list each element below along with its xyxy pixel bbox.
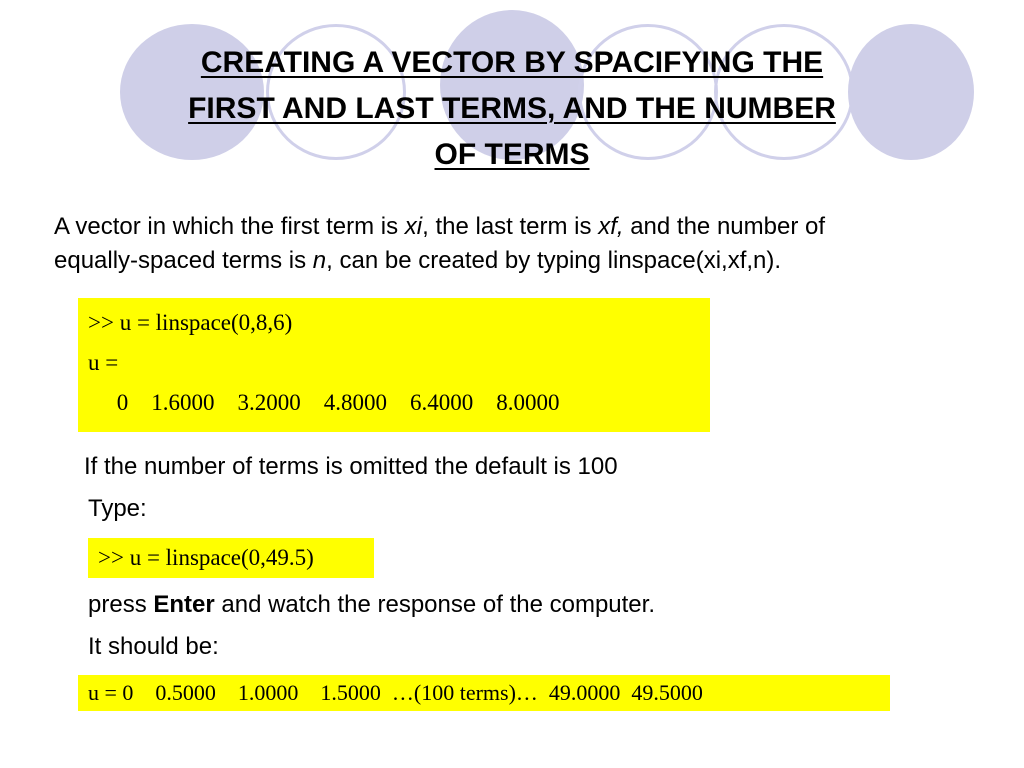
code-example-box [78, 298, 710, 432]
result-box: u = 0 0.5000 1.0000 1.5000 …(100 terms)… 49.0000 49.5000 [78, 675, 890, 711]
title-line-2: FIRST AND LAST TERMS, AND THE NUMBER [188, 92, 836, 125]
intro-text: , can be created by typing linspace(xi,xf,n). [326, 247, 782, 274]
intro-line-1 [54, 210, 825, 244]
n-term: n [312, 247, 327, 274]
slide-title [120, 40, 904, 178]
intro-paragraph [54, 210, 825, 278]
command-box: >> u = linspace(0,49.5) [88, 538, 374, 578]
intro-text: , the last term is [422, 213, 599, 240]
intro-text: A vector in which the first term is [54, 213, 405, 240]
xf-term: xf, [598, 213, 624, 240]
xi-term: xi [404, 213, 423, 240]
intro-text: equally-spaced terms is [54, 247, 313, 274]
press-text: press [88, 591, 154, 618]
code-line-2: u = [88, 350, 119, 375]
title-line-3: OF TERMS [434, 138, 590, 171]
code-line-1: >> u = linspace(0,8,6) [88, 310, 293, 335]
intro-line-2 [54, 244, 825, 278]
type-label: Type: [88, 495, 147, 522]
intro-text: and the number of [623, 213, 825, 240]
press-text: and watch the response of the computer. [214, 591, 655, 618]
title-line-1: CREATING A VECTOR BY SPACIFYING THE [200, 46, 824, 79]
code-line-3: 0 1.6000 3.2000 4.8000 6.4000 8.0000 [88, 390, 560, 415]
should-be-text: It should be: [88, 633, 219, 660]
press-enter-text [88, 588, 655, 622]
enter-key-label: Enter [153, 591, 215, 618]
default-note: If the number of terms is omitted the default is 100 [84, 453, 618, 480]
